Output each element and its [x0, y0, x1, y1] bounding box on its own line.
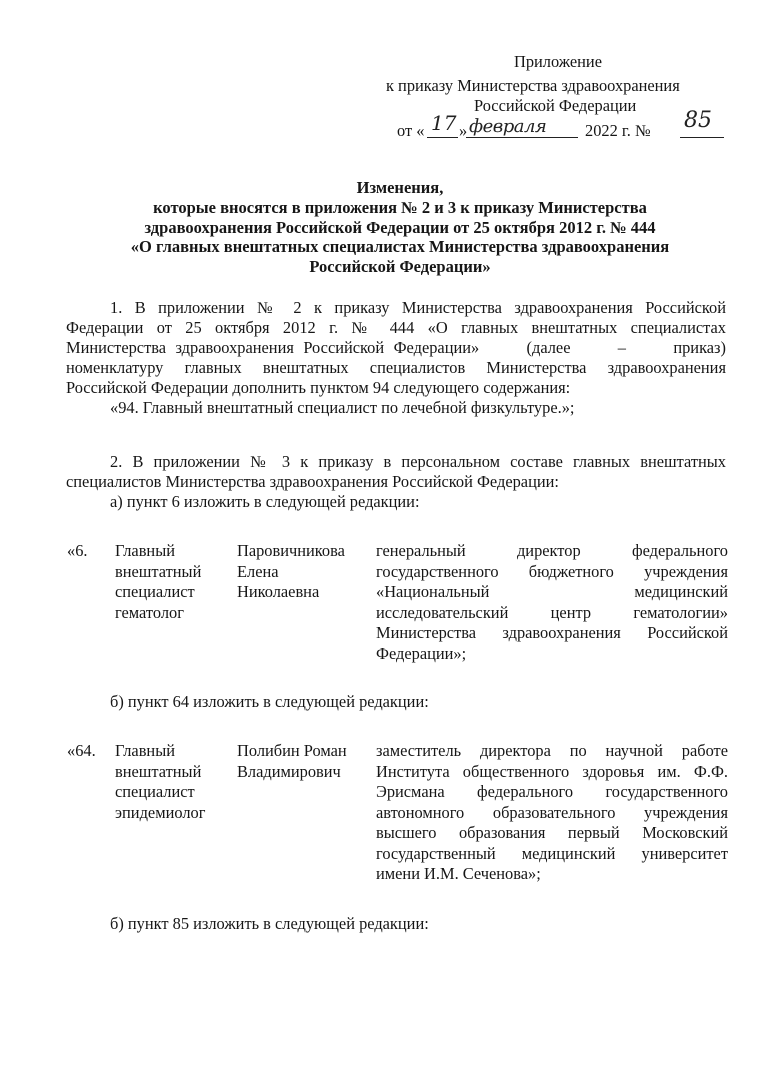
- title-line-2: которые вносятся в приложения № 2 и 3 к приказу Министерства: [153, 197, 647, 217]
- position-line: гематолог: [115, 602, 184, 622]
- position-line: внештатный: [115, 561, 202, 581]
- description-line: заместитель директора по научной работе: [376, 741, 728, 760]
- para1-line: Федерации от 25 октября 2012 г. № 444 «О главных внештатных специалистах: [66, 318, 726, 337]
- day-handwritten: 17: [431, 111, 457, 135]
- para1-line: Министерства здравоохранения Российской Федерации» (далее – приказ): [66, 338, 726, 357]
- fio-cell: [237, 541, 367, 603]
- position-line: Главный: [115, 541, 175, 560]
- appendix-order-ref: к приказу Министерства здравоохранения: [386, 76, 680, 95]
- para2-line: 2. В приложении № 3 к приказу в персональном составе главных внештатных: [110, 452, 726, 471]
- item-number: «6.: [67, 541, 88, 560]
- para2-line: специалистов Министерства здравоохранения Российской Федерации:: [66, 472, 559, 491]
- description-line: исследовательский центр гематологии»: [376, 602, 728, 622]
- description-line: автономного образовательного учреждения: [376, 802, 728, 822]
- year-number-label: 2022 г. №: [585, 121, 651, 140]
- appendix-federation: Российской Федерации: [474, 96, 637, 115]
- fio-line: Елена: [237, 561, 279, 581]
- document-title: [60, 178, 740, 277]
- fio-line: Владимирович: [237, 761, 341, 781]
- para1-quote-line: «94. Главный внештатный специалист по лечебной физкультуре.»;: [110, 398, 575, 417]
- title-line-1: Изменения,: [356, 178, 444, 197]
- appendix-label: Приложение: [514, 52, 602, 71]
- description-line: имени И.М. Сеченова»;: [376, 864, 541, 883]
- para1-line: Российской Федерации дополнить пунктом 94 следующего содержания:: [66, 378, 571, 397]
- position-cell: [115, 541, 225, 623]
- position-line: внештатный: [115, 761, 202, 781]
- date-prefix: от «: [397, 121, 425, 140]
- subitem-b-64: б) пункт 64 изложить в следующей редакции:: [110, 692, 429, 711]
- paragraph-2: [66, 452, 726, 512]
- subitem-b-85: б) пункт 85 изложить в следующей редакции:: [110, 914, 429, 933]
- description-line: генеральный директор федерального: [376, 541, 728, 560]
- description-line: Министерства здравоохранения Российской: [376, 623, 728, 642]
- month-underline: [466, 137, 578, 138]
- para2-subitem-a: а) пункт 6 изложить в следующей редакции:: [110, 492, 420, 511]
- position-line: специалист: [115, 782, 195, 801]
- fio-line: Паровичникова: [237, 541, 345, 560]
- fio-cell: [237, 741, 367, 782]
- position-line: Главный: [115, 741, 175, 760]
- fio-line: Полибин Роман: [237, 741, 347, 760]
- description-line: Института общественного здоровья им. Ф.Ф.: [376, 761, 728, 781]
- position-cell: [115, 741, 225, 823]
- description-line: Федерации»;: [376, 643, 467, 663]
- position-line: специалист: [115, 582, 195, 601]
- paragraph-1: [66, 298, 726, 418]
- description-cell: [376, 741, 728, 885]
- day-underline: [427, 137, 458, 138]
- month-handwritten: февраля: [469, 116, 547, 137]
- number-underline: [680, 137, 724, 138]
- para1-line: 1. В приложении № 2 к приказу Министерства здравоохранения Российской: [110, 298, 726, 317]
- description-line: государственного бюджетного учреждения: [376, 561, 728, 581]
- description-cell: [376, 541, 728, 664]
- description-line: «Национальный медицинский: [376, 582, 728, 601]
- fio-line: Николаевна: [237, 582, 320, 601]
- title-line-4: «О главных внештатных специалистах Министерства здравоохранения: [130, 237, 670, 257]
- date-mid: »: [459, 121, 468, 140]
- title-line-3: здравоохранения Российской Федерации от 25 октября 2012 г. № 444: [144, 217, 656, 237]
- description-line: Эрисмана федерального государственного: [376, 782, 728, 801]
- description-line: государственный медицинский университет: [376, 843, 728, 863]
- description-line: высшего образования первый Московский: [376, 823, 728, 842]
- position-line: эпидемиолог: [115, 802, 206, 822]
- order-number-handwritten: 85: [684, 108, 712, 133]
- para1-line: номенклатуру главных внештатных специалистов Министерства здравоохранения: [66, 358, 726, 377]
- title-line-5: Российской Федерации»: [309, 257, 491, 277]
- order-date-line: [397, 108, 727, 141]
- item-number: «64.: [67, 741, 96, 760]
